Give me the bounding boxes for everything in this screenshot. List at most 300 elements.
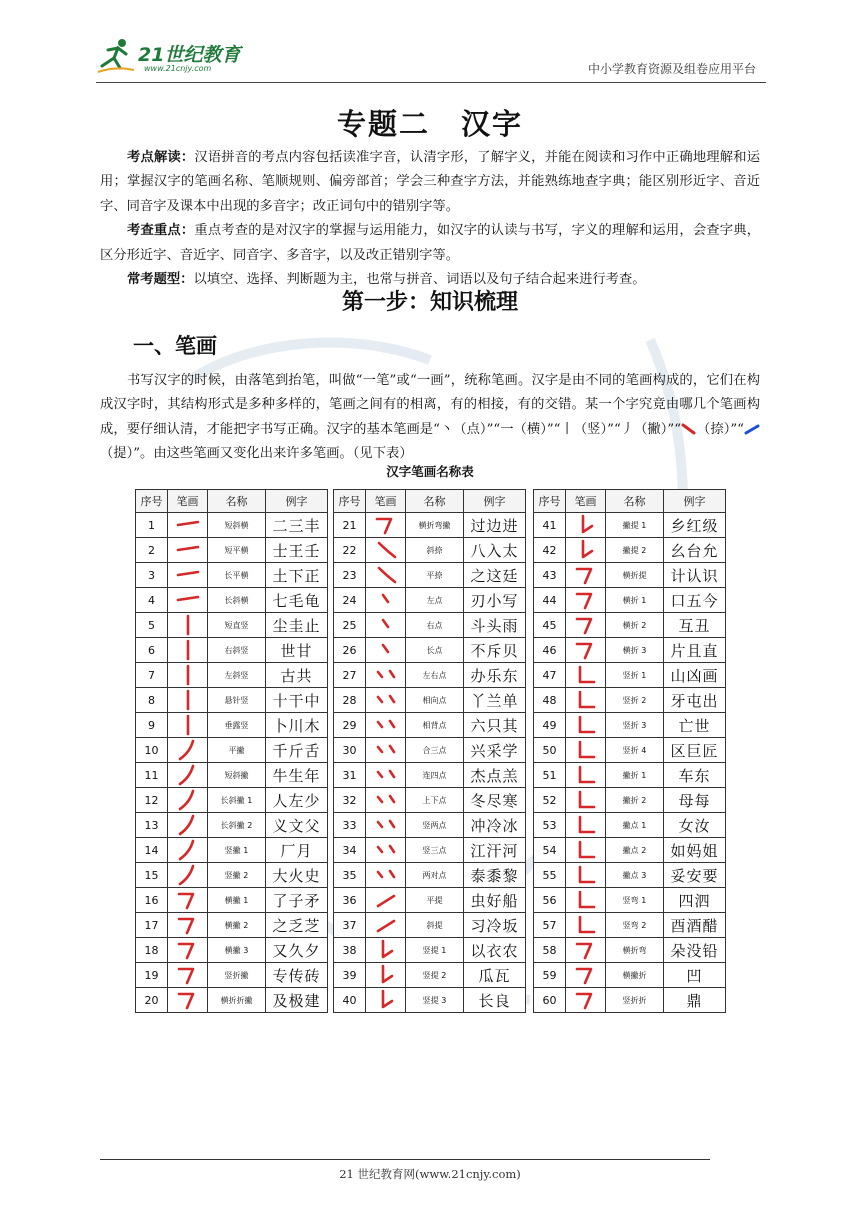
stroke-number: 23 (334, 563, 366, 588)
column-header: 笔画 (366, 490, 406, 513)
stroke-examples: 杰点羔 (464, 763, 526, 788)
dots-stroke-icon (373, 663, 399, 687)
stroke-glyph (366, 913, 406, 938)
stroke-examples: 尘圭止 (266, 613, 328, 638)
table-row (334, 688, 526, 713)
stroke-examples: 不斥贝 (464, 638, 526, 663)
turning-stroke-icon (573, 563, 599, 587)
table-row (334, 788, 526, 813)
stroke-number: 36 (334, 888, 366, 913)
stroke-glyph (566, 863, 606, 888)
turning-stroke-icon (573, 988, 599, 1012)
page-title: 专题二 汉字 (336, 107, 523, 141)
stroke-examples: 计认识 (664, 563, 726, 588)
table-row (534, 838, 726, 863)
stroke-examples: 长良 (464, 988, 526, 1013)
corner-stroke-icon (573, 713, 599, 737)
stroke-glyph (168, 513, 208, 538)
stroke-name: 长斜撇 1 (208, 788, 266, 813)
stroke-examples: 斗头雨 (464, 613, 526, 638)
stroke-name: 竖两点 (406, 813, 464, 838)
table-row (534, 988, 726, 1013)
stroke-number: 49 (534, 713, 566, 738)
stroke-number: 17 (136, 913, 168, 938)
stroke-number: 31 (334, 763, 366, 788)
stroke-glyph (366, 588, 406, 613)
stroke-number: 2 (136, 538, 168, 563)
table-caption: 汉字笔画名称表 (386, 464, 474, 479)
stroke-name: 竖折 3 (606, 713, 664, 738)
table-row (136, 738, 328, 763)
table-row (334, 838, 526, 863)
stroke-examples: 瓜瓦 (464, 963, 526, 988)
table-row (534, 813, 726, 838)
logo-text: 21世纪教育 (138, 44, 241, 66)
table-row (136, 788, 328, 813)
stroke-number: 25 (334, 613, 366, 638)
body-text-ti: （提）”。由这些笔画又变化出来许多笔画。（见下表） (100, 446, 413, 462)
stroke-number: 35 (334, 863, 366, 888)
stroke-examples: 乡红级 (664, 513, 726, 538)
table-row (534, 963, 726, 988)
stroke-number: 37 (334, 913, 366, 938)
column-header: 名称 (208, 490, 266, 513)
stroke-glyph (168, 838, 208, 863)
stroke-number: 24 (334, 588, 366, 613)
table-row (534, 563, 726, 588)
stroke-examples: 又久夕 (266, 938, 328, 963)
dots-stroke-icon (373, 738, 399, 762)
turning-stroke-icon (573, 938, 599, 962)
table-row (136, 763, 328, 788)
stroke-name: 撇提 2 (606, 538, 664, 563)
stroke-number: 47 (534, 663, 566, 688)
vertical-stroke-icon (175, 713, 201, 737)
table-row (534, 713, 726, 738)
stroke-name: 撇折 1 (606, 763, 664, 788)
turning-stroke-icon (175, 913, 201, 937)
corner-stroke-icon (573, 688, 599, 712)
stroke-examples: 了子矛 (266, 888, 328, 913)
stroke-name: 横撇折 (606, 963, 664, 988)
rising-stroke-icon (373, 888, 399, 912)
stroke-name: 上下点 (406, 788, 464, 813)
intro-text: 汉语拼音的考点内容包括读准字音，认清字形，了解字义，并能在阅读和习作中正确地理解和运用；掌握汉字的笔画名称、笔顺规则、偏旁部首；学会三种查字方法，并能熟练地查字典；能区别形近字、音近字、同音字及课本中出现的多音字；改正词句中的错别字等。 (100, 150, 760, 214)
stroke-examples: 泰黍黎 (464, 863, 526, 888)
stroke-glyph (366, 613, 406, 638)
stroke-table-2 (333, 489, 526, 1013)
table-row (136, 938, 328, 963)
platform-name: 中小学教育资源及组卷应用平台 (587, 62, 756, 76)
horizontal-stroke-icon (175, 563, 201, 587)
stroke-name: 右点 (406, 613, 464, 638)
stroke-glyph (168, 788, 208, 813)
table-row (334, 538, 526, 563)
left-falling-stroke-icon (175, 863, 201, 887)
corner-stroke-icon (573, 763, 599, 787)
stroke-examples: 江汗河 (464, 838, 526, 863)
table-row (136, 638, 328, 663)
stroke-number: 20 (136, 988, 168, 1013)
intro-paragraph (100, 146, 760, 292)
stroke-examples: 土下正 (266, 563, 328, 588)
stroke-examples: 幺台允 (664, 538, 726, 563)
column-header: 例字 (664, 490, 726, 513)
stroke-glyph (566, 613, 606, 638)
stroke-number: 42 (534, 538, 566, 563)
stroke-glyph (366, 738, 406, 763)
stroke-glyph (566, 663, 606, 688)
corner-stroke-icon (573, 888, 599, 912)
stroke-name: 左点 (406, 588, 464, 613)
stroke-glyph (566, 738, 606, 763)
table-row (534, 938, 726, 963)
intro-label: 考点解读： (127, 150, 195, 165)
types-label: 常考题型： (127, 272, 194, 288)
stroke-glyph (366, 688, 406, 713)
stroke-name: 撇点 2 (606, 838, 664, 863)
logo-url: www.21cnjy.com (144, 64, 212, 73)
left-falling-stroke-icon (175, 788, 201, 812)
stroke-glyph (366, 963, 406, 988)
table-row (334, 913, 526, 938)
stroke-examples: 及极建 (266, 988, 328, 1013)
table-row (334, 813, 526, 838)
stroke-glyph (566, 563, 606, 588)
stroke-number: 15 (136, 863, 168, 888)
stroke-name: 竖折 1 (606, 663, 664, 688)
table-row (136, 863, 328, 888)
stroke-number: 52 (534, 788, 566, 813)
stroke-name: 横折弯撇 (406, 513, 464, 538)
stroke-glyph (168, 963, 208, 988)
turning-stroke-icon (573, 638, 599, 662)
stroke-number: 7 (136, 663, 168, 688)
stroke-number: 50 (534, 738, 566, 763)
stroke-number: 6 (136, 638, 168, 663)
table-row (534, 763, 726, 788)
stroke-examples: 酉酒醋 (664, 913, 726, 938)
stroke-name: 竖折 2 (606, 688, 664, 713)
stroke-name: 斜捺 (406, 538, 464, 563)
stroke-examples: 大火史 (266, 863, 328, 888)
stroke-number: 34 (334, 838, 366, 863)
stroke-number: 1 (136, 513, 168, 538)
stroke-name: 撇折 2 (606, 788, 664, 813)
corner-stroke-icon (573, 813, 599, 837)
column-header: 序号 (136, 490, 168, 513)
table-row (334, 588, 526, 613)
hook-stroke-icon (373, 963, 399, 987)
stroke-glyph (566, 638, 606, 663)
stroke-examples: 六只其 (464, 713, 526, 738)
stroke-name: 竖三点 (406, 838, 464, 863)
stroke-glyph (566, 813, 606, 838)
corner-stroke-icon (573, 788, 599, 812)
stroke-number: 13 (136, 813, 168, 838)
stroke-number: 44 (534, 588, 566, 613)
stroke-table-3 (533, 489, 726, 1013)
stroke-number: 5 (136, 613, 168, 638)
table-row (136, 588, 328, 613)
turning-stroke-icon (573, 963, 599, 987)
stroke-glyph (168, 538, 208, 563)
stroke-name: 短斜撇 (208, 763, 266, 788)
table-header-row (136, 490, 328, 513)
table-row (534, 638, 726, 663)
table-row (136, 988, 328, 1013)
stroke-examples: 人左少 (266, 788, 328, 813)
ti-stroke-icon (744, 423, 760, 435)
stroke-examples: 兴采学 (464, 738, 526, 763)
column-header: 序号 (534, 490, 566, 513)
stroke-examples: 古共 (266, 663, 328, 688)
stroke-number: 10 (136, 738, 168, 763)
column-header: 名称 (406, 490, 464, 513)
table-row (136, 563, 328, 588)
table-row (534, 738, 726, 763)
stroke-examples: 女汝 (664, 813, 726, 838)
stroke-name: 竖提 2 (406, 963, 464, 988)
stroke-examples: 办乐东 (464, 663, 526, 688)
turning-stroke-icon (573, 613, 599, 637)
stroke-number: 28 (334, 688, 366, 713)
stroke-number: 57 (534, 913, 566, 938)
turning-stroke-icon (175, 938, 201, 962)
stroke-examples: 四泗 (664, 888, 726, 913)
stroke-glyph (566, 788, 606, 813)
table-row (534, 913, 726, 938)
stroke-name: 竖弯 1 (606, 888, 664, 913)
footer-divider (100, 1159, 710, 1160)
stroke-glyph (168, 763, 208, 788)
focus-text: 重点考查的是对汉字的掌握与运用能力，如汉字的认读与书写，字义的理解和运用，会查字典，区分形近字、音近字、同音字、多音字，以及改正错别字等。 (100, 223, 760, 263)
dots-stroke-icon (373, 838, 399, 862)
stroke-name: 竖撇 1 (208, 838, 266, 863)
horizontal-stroke-icon (175, 513, 201, 537)
turning-stroke-icon (573, 588, 599, 612)
na-stroke-icon (681, 423, 697, 435)
dots-stroke-icon (373, 688, 399, 712)
rising-stroke-icon (373, 913, 399, 937)
stroke-name: 斜提 (406, 913, 464, 938)
stroke-examples: 以衣农 (464, 938, 526, 963)
table-row (334, 738, 526, 763)
stroke-examples: 七毛龟 (266, 588, 328, 613)
stroke-glyph (566, 513, 606, 538)
turning-stroke-icon (175, 963, 201, 987)
stroke-name: 短平横 (208, 538, 266, 563)
stroke-examples: 过边进 (464, 513, 526, 538)
corner-stroke-icon (573, 863, 599, 887)
body-text: 书写汉字的时候，由落笔到抬笔，叫做“一笔”或“一画”，统称笔画。汉字是由不同的笔画构成的，它们在构成汉字时，其结构形式是多种多样的，笔画之间有的相离，有的相接，有的交错。某一个字究竟由哪几个笔画构成，要仔细认清，才能把字书写正确。汉字的基本笔画是“ (100, 373, 760, 437)
stroke-examples: 凹 (664, 963, 726, 988)
table-row (136, 613, 328, 638)
stroke-glyph (366, 638, 406, 663)
stroke-glyph (566, 763, 606, 788)
table-row (136, 838, 328, 863)
stroke-glyph (366, 563, 406, 588)
stroke-name: 长斜撇 2 (208, 813, 266, 838)
dots-stroke-icon (373, 863, 399, 887)
stroke-number: 56 (534, 888, 566, 913)
stroke-glyph (168, 713, 208, 738)
site-logo (96, 36, 296, 76)
stroke-name: 左斜竖 (208, 663, 266, 688)
stroke-name: 横折 1 (606, 588, 664, 613)
column-header: 笔画 (168, 490, 208, 513)
body-text-na: （捺）”“ (697, 421, 744, 437)
stroke-name: 横折折撇 (208, 988, 266, 1013)
stroke-glyph (566, 713, 606, 738)
horizontal-stroke-icon (175, 538, 201, 562)
stroke-glyph (566, 913, 606, 938)
table-row (136, 513, 328, 538)
stroke-examples: 朵没铅 (664, 938, 726, 963)
runner-icon (96, 36, 136, 76)
stroke-examples: 亡世 (664, 713, 726, 738)
stroke-examples: 牛生年 (266, 763, 328, 788)
table-row (136, 688, 328, 713)
stroke-table-1 (135, 489, 328, 1013)
stroke-name: 两对点 (406, 863, 464, 888)
table-row (534, 588, 726, 613)
stroke-glyph (168, 813, 208, 838)
stroke-name: 相背点 (406, 713, 464, 738)
hook-stroke-icon (573, 538, 599, 562)
left-falling-stroke-icon (175, 763, 201, 787)
table-row (534, 688, 726, 713)
stroke-number: 33 (334, 813, 366, 838)
turning-stroke-icon (373, 513, 399, 537)
stroke-examples: 车东 (664, 763, 726, 788)
stroke-number: 19 (136, 963, 168, 988)
stroke-glyph (366, 863, 406, 888)
stroke-examples: 丫兰单 (464, 688, 526, 713)
stroke-glyph (168, 563, 208, 588)
stroke-name: 撇提 1 (606, 513, 664, 538)
stroke-examples: 卜川木 (266, 713, 328, 738)
stroke-number: 41 (534, 513, 566, 538)
stroke-glyph (168, 613, 208, 638)
stroke-glyph (168, 738, 208, 763)
stroke-number: 12 (136, 788, 168, 813)
stroke-examples: 习冷坂 (464, 913, 526, 938)
corner-stroke-icon (573, 738, 599, 762)
stroke-name: 长点 (406, 638, 464, 663)
stroke-name: 竖提 3 (406, 988, 464, 1013)
hook-stroke-icon (373, 938, 399, 962)
stroke-examples: 鼎 (664, 988, 726, 1013)
stroke-name: 左右点 (406, 663, 464, 688)
stroke-name: 平捺 (406, 563, 464, 588)
table-row (334, 713, 526, 738)
stroke-number: 4 (136, 588, 168, 613)
stroke-examples: 世甘 (266, 638, 328, 663)
stroke-number: 43 (534, 563, 566, 588)
table-row (136, 963, 328, 988)
table-row (136, 913, 328, 938)
stroke-glyph (566, 988, 606, 1013)
stroke-examples: 专传砖 (266, 963, 328, 988)
stroke-examples: 母每 (664, 788, 726, 813)
stroke-examples: 千斤舌 (266, 738, 328, 763)
stroke-name: 悬针竖 (208, 688, 266, 713)
right-falling-stroke-icon (373, 538, 399, 562)
stroke-number: 40 (334, 988, 366, 1013)
dots-stroke-icon (373, 813, 399, 837)
stroke-number: 22 (334, 538, 366, 563)
column-header: 例字 (464, 490, 526, 513)
stroke-examples: 牙屯出 (664, 688, 726, 713)
stroke-name: 右斜竖 (208, 638, 266, 663)
stroke-name: 撇点 3 (606, 863, 664, 888)
table-row (136, 888, 328, 913)
stroke-number: 9 (136, 713, 168, 738)
stroke-glyph (566, 688, 606, 713)
vertical-stroke-icon (175, 663, 201, 687)
stroke-examples: 二三丰 (266, 513, 328, 538)
body-text-basic: 丶（点）”“一（横）”“丨（竖）”“丿（撇）”“ (439, 421, 682, 437)
stroke-number: 26 (334, 638, 366, 663)
table-row (136, 538, 328, 563)
stroke-glyph (566, 963, 606, 988)
stroke-examples: 妥安要 (664, 863, 726, 888)
stroke-examples: 冬尽寒 (464, 788, 526, 813)
stroke-glyph (366, 763, 406, 788)
stroke-name: 连四点 (406, 763, 464, 788)
stroke-name: 竖弯 2 (606, 913, 664, 938)
stroke-number: 45 (534, 613, 566, 638)
types-text: 以填空、选择、判断题为主，也常与拼音、词语以及句子结合起来进行考查。 (193, 272, 646, 288)
stroke-examples: 如妈姐 (664, 838, 726, 863)
table-row (334, 763, 526, 788)
stroke-number: 55 (534, 863, 566, 888)
dots-stroke-icon (373, 763, 399, 787)
stroke-name: 横撇 3 (208, 938, 266, 963)
column-header: 名称 (606, 490, 664, 513)
stroke-glyph (366, 788, 406, 813)
left-falling-stroke-icon (175, 738, 201, 762)
stroke-name: 横折提 (606, 563, 664, 588)
stroke-number: 39 (334, 963, 366, 988)
table-row (534, 538, 726, 563)
turning-stroke-icon (175, 888, 201, 912)
left-falling-stroke-icon (175, 813, 201, 837)
stroke-name: 垂露竖 (208, 713, 266, 738)
focus-label: 考查重点： (127, 223, 195, 239)
stroke-glyph (168, 663, 208, 688)
stroke-glyph (366, 988, 406, 1013)
stroke-examples: 口五今 (664, 588, 726, 613)
stroke-glyph (168, 638, 208, 663)
dot-stroke-icon (373, 613, 399, 637)
stroke-name: 短斜横 (208, 513, 266, 538)
stroke-examples: 虫好船 (464, 888, 526, 913)
vertical-stroke-icon (175, 613, 201, 637)
table-row (136, 813, 328, 838)
hook-stroke-icon (573, 513, 599, 537)
page-header (96, 34, 766, 83)
stroke-glyph (366, 713, 406, 738)
stroke-number: 51 (534, 763, 566, 788)
stroke-examples: 十干中 (266, 688, 328, 713)
table-row (534, 888, 726, 913)
stroke-examples: 互丑 (664, 613, 726, 638)
stroke-glyph (566, 888, 606, 913)
stroke-name: 竖折 4 (606, 738, 664, 763)
table-row (334, 638, 526, 663)
